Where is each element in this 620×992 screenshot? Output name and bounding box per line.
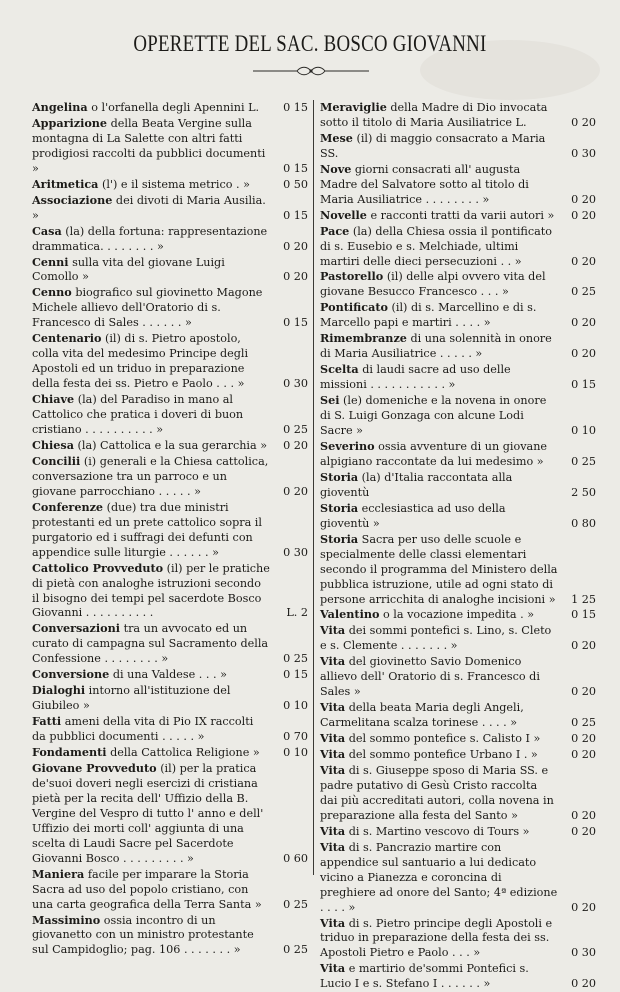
entry-price: 0 20 <box>283 484 308 498</box>
entry-price: 0 20 <box>571 900 596 914</box>
catalogue-entry <box>32 224 308 255</box>
entry-price: 0 15 <box>283 208 308 222</box>
entry-title: Cattolico Provveduto <box>32 560 164 575</box>
catalogue-entry <box>320 763 596 824</box>
entry-title: Storia <box>320 500 359 515</box>
catalogue-entry <box>32 454 308 500</box>
entry-price: 0 20 <box>571 977 596 991</box>
catalogue-entry <box>32 621 308 667</box>
entry-title: Angelina <box>32 100 88 114</box>
entry-description: (le) domeniche e la novena in onore di S. Luigi Gonzaga con alcune Lodi Sacre » <box>320 394 547 438</box>
entry-price: 0 20 <box>283 270 308 284</box>
catalogue-entry <box>32 561 308 622</box>
ornament-divider-icon <box>253 64 369 78</box>
column-divider <box>313 100 314 875</box>
entry-title: Valentino <box>320 607 380 622</box>
entry-price: 0 10 <box>283 746 308 760</box>
entry-title: Chiesa <box>32 437 74 452</box>
entry-title: Vita <box>320 762 346 777</box>
catalogue-entry <box>320 362 596 393</box>
catalogue-entry <box>320 961 596 992</box>
entry-title: Vita <box>320 700 346 715</box>
entry-description: (la) della fortuna: rappresentazione drammatica. . . . . . . . » <box>32 224 268 253</box>
entry-title: Meraviglie <box>320 100 387 114</box>
catalogue-entry <box>32 683 308 714</box>
right-column <box>320 100 596 992</box>
entry-price: 0 20 <box>571 748 596 762</box>
entry-title: Vita <box>320 731 346 746</box>
entry-price: 0 25 <box>283 652 308 666</box>
entry-price: 0 15 <box>283 668 308 682</box>
entry-description: (la) del Paradiso in mano al Cattolico che pratica i doveri di buon cristiano . . . . . . . . . . » <box>32 393 244 437</box>
catalogue-entry <box>320 747 596 763</box>
entry-title: Pace <box>320 223 350 238</box>
entry-description: (l') e il sistema metrico . » <box>98 177 250 191</box>
page-title: OPERETTE DEL SAC. BOSCO GIOVANNI <box>133 31 487 56</box>
entry-price: 0 20 <box>571 639 596 653</box>
entry-description: ameni della vita di Pio IX raccolti da pubblici documenti . . . . . » <box>32 715 254 744</box>
entry-price: 0 70 <box>283 730 308 744</box>
catalogue-entry <box>32 177 308 193</box>
entry-price: 0 20 <box>571 192 596 206</box>
catalogue-entry <box>320 623 596 654</box>
entry-title: Vita <box>320 961 346 976</box>
entry-description: (il) per la pratica de'suoi doveri negli esercizi di cristiana pietà per la recita dell' Uffizio della B. Vergine del Vespro di tutto l' anno e dell' Uffizio dei morti coll' aggiunta di una scelta di Laudi Sacre pel Sacerdote Giovanni Bosco . . . . . . . . . » <box>32 761 264 865</box>
catalogue-entry <box>320 100 596 131</box>
entry-description: di s. Pancrazio martire con appendice sul santuario a lui dedicato vicino a Pianezza e coroncina di preghiere ad onore del Santo; 4ª edizione . . . . » <box>320 840 558 914</box>
entry-price: L. 2 <box>286 606 308 620</box>
catalogue-entry <box>320 224 596 270</box>
entry-title: Vita <box>320 839 346 854</box>
entry-price: 0 20 <box>571 115 596 129</box>
entry-title: Rimembranze <box>320 331 407 346</box>
catalogue-entry <box>320 532 596 608</box>
catalogue-entry <box>320 501 596 532</box>
catalogue-entry <box>32 500 308 561</box>
entry-price: 0 10 <box>571 424 596 438</box>
entry-title: Vita <box>320 623 346 638</box>
entry-description: (la) della Chiesa ossia il pontificato di s. Eusebio e s. Melchiade, ultimi martiri delle dieci persecuzioni . . » <box>320 224 553 268</box>
entry-price: 0 30 <box>283 545 308 559</box>
entry-price: 0 20 <box>571 824 596 838</box>
entry-description: giorni consacrati all' augusta Madre del Salvatore sotto al titolo di Maria Ausiliatrice . . . . . . . . » <box>320 162 529 206</box>
entry-title: Pastorello <box>320 269 384 284</box>
entry-price: 0 25 <box>571 716 596 730</box>
catalogue-entry <box>32 714 308 745</box>
entry-price: 0 60 <box>283 851 308 865</box>
entry-price: 0 15 <box>571 378 596 392</box>
entry-description: della Cattolica Religione » <box>106 746 260 760</box>
entry-description: e martirio de'sommi Pontefici s. Lucio I e s. Stefano I . . . . . . » <box>320 962 529 991</box>
entry-price: 0 20 <box>571 347 596 361</box>
entry-price: 0 80 <box>571 516 596 530</box>
entry-description: del sommo pontefice s. Calisto I » <box>345 732 541 746</box>
entry-title: Conferenze <box>32 499 104 514</box>
entry-price: 0 15 <box>283 161 308 175</box>
entry-title: Fatti <box>32 714 62 729</box>
catalogue-entry <box>32 392 308 438</box>
catalogue-entry <box>32 667 308 683</box>
entry-description: o la vocazione impedita . » <box>379 608 535 622</box>
entry-price: 0 30 <box>571 946 596 960</box>
entry-title: Maniera <box>32 866 85 881</box>
entry-price: 0 15 <box>283 101 308 114</box>
entry-price: 0 25 <box>283 943 308 957</box>
catalogue-entry <box>320 731 596 747</box>
entry-description: (la) Cattolica e la sua gerarchia » <box>73 438 268 452</box>
entry-description: (il) delle alpi ovvero vita del giovane Besucco Francesco . . . » <box>320 270 546 299</box>
entry-description: della beata Maria degli Angeli, Carmelitana scalza torinese . . . . » <box>320 701 524 730</box>
entry-title: Conversazioni <box>32 621 121 636</box>
entry-description: tra un avvocato ed un curato di campagna sul Sacramento della Confessione . . . . . . . . » <box>32 622 269 666</box>
catalogue-entry <box>32 913 308 959</box>
entry-description: o l'orfanella degli Apennini L. <box>87 101 260 114</box>
entry-title: Apparizione <box>32 115 108 130</box>
entry-description: ossia avventure di un giovane alpigiano raccontate da lui medesimo » <box>320 439 548 468</box>
catalogue-entry <box>32 255 308 286</box>
entry-price: 0 20 <box>571 316 596 330</box>
entry-price: 0 20 <box>283 239 308 253</box>
entry-title: Giovane Provveduto <box>32 760 157 775</box>
entry-price: 2 50 <box>571 485 596 499</box>
catalogue-entry <box>320 700 596 731</box>
entry-title: Vita <box>320 915 346 930</box>
entry-description: di s. Giuseppe sposo di Maria SS. e padre putativo di Gesù Cristo raccolta dai più accreditati autori, colla novena in preparazione alla festa del Santo » <box>320 763 554 822</box>
entry-description: della Beata Vergine sulla montagna di La Salette con altri fatti prodigiosi raccolti da pubblici documenti » <box>32 116 266 175</box>
entry-description: di una solennità in onore di Maria Ausiliatrice . . . . . » <box>320 332 552 361</box>
catalogue-entry <box>320 162 596 208</box>
entry-title: Aritmetica <box>32 176 99 191</box>
entry-price: 0 50 <box>283 177 308 191</box>
catalogue-entry <box>320 331 596 362</box>
catalogue-entry <box>320 470 596 501</box>
entry-title: Chiave <box>32 392 75 407</box>
left-column <box>32 100 308 958</box>
entry-title: Storia <box>320 531 359 546</box>
catalogue-entry <box>320 393 596 439</box>
entry-title: Mese <box>320 130 353 145</box>
entry-description: del sommo pontefice Urbano I . » <box>345 748 538 762</box>
entry-title: Massimino <box>32 912 101 927</box>
catalogue-entry <box>320 607 596 623</box>
entry-title: Vita <box>320 654 346 669</box>
entry-description: biografico sul giovinetto Magone Michele allievo dell'Oratorio di s. Francesco di Sales . . . . . . » <box>32 286 263 330</box>
catalogue-entry <box>32 116 308 177</box>
catalogue-entry <box>320 824 596 840</box>
catalogue-entry <box>32 867 308 913</box>
entry-price: 0 25 <box>283 897 308 911</box>
entry-description: (la) d'Italia raccontata alla gioventù <box>320 470 513 499</box>
entry-title: Fondamenti <box>32 745 107 760</box>
entry-title: Nove <box>320 161 352 176</box>
entry-description: (il) di maggio consacrato a Maria SS. <box>320 131 546 160</box>
entry-title: Sei <box>320 393 340 408</box>
entry-title: Novelle <box>320 207 367 222</box>
catalogue-entry <box>32 745 308 761</box>
entry-title: Cenni <box>32 254 69 269</box>
catalogue-entry <box>320 840 596 916</box>
entry-price: 0 15 <box>283 316 308 330</box>
entry-description: Sacra per uso delle scuole e specialmente delle classi elementari secondo il programma del Ministero della pubblica istruzione, utile ad ogni stato di persone arricchita di analoghe incisioni » <box>320 532 558 606</box>
entry-title: Storia <box>320 469 359 484</box>
entry-price: 0 25 <box>571 285 596 299</box>
catalogue-entry <box>320 439 596 470</box>
entry-title: Vita <box>320 823 346 838</box>
entry-description: ossia incontro di un giovanetto con un ministro protestante sul Campidoglio; pag. 106 . . . . . . . » <box>32 913 254 957</box>
entry-price: 0 10 <box>283 699 308 713</box>
entry-title: Cenno <box>32 285 72 300</box>
entry-price: 0 20 <box>571 254 596 268</box>
entry-description: di s. Pietro principe degli Apostoli e triduo in preparazione della festa dei ss. Apostoli Pietro e Paolo . . . » <box>320 916 553 960</box>
catalogue-entry <box>32 331 308 392</box>
entry-description: di s. Martino vescovo di Tours » <box>345 824 530 838</box>
entry-description: facile per imparare la Storia Sacra ad uso del popolo cristiano, con una carta geografica della Terra Santa » <box>32 867 262 911</box>
catalogue-entry <box>32 761 308 867</box>
entry-description: (il) per le pratiche di pietà con analoghe istruzioni secondo il bisogno dei tempi pel sacerdote Bosco Giovanni . . . . . . . . . . <box>32 561 270 620</box>
catalogue-entry <box>32 193 308 224</box>
entry-price: 0 25 <box>571 454 596 468</box>
entry-description: di una Valdese . . . » <box>109 668 227 682</box>
entry-title: Associazione <box>32 192 113 207</box>
entry-price: 0 30 <box>283 377 308 391</box>
entry-title: Dialoghi <box>32 683 86 698</box>
entry-price: 0 20 <box>571 208 596 222</box>
catalogue-entry <box>320 916 596 962</box>
entry-title: Vita <box>320 747 346 762</box>
catalogue-entry <box>32 285 308 331</box>
entry-description: della Madre di Dio invocata sotto il titolo di Maria Ausiliatrice L. <box>320 101 548 129</box>
catalogue-entry <box>320 269 596 300</box>
catalogue-entry <box>32 100 308 116</box>
entry-description: sulla vita del giovane Luigi Comollo » <box>32 255 225 284</box>
entry-title: Casa <box>32 223 62 238</box>
entry-description: dei divoti di Maria Ausilia. » <box>32 193 266 222</box>
entry-description: del giovinetto Savio Domenico allievo dell' Oratorio di s. Francesco di Sales » <box>320 655 540 699</box>
entry-price: 0 30 <box>571 146 596 160</box>
entry-price: 0 25 <box>283 423 308 437</box>
entry-price: 0 20 <box>571 685 596 699</box>
entry-description: intorno all'istituzione del Giubileo » <box>32 684 231 713</box>
entry-description: (due) tra due ministri protestanti ed un prete cattolico sopra il purgatorio ed i suffragi dei defunti con appendice sulle liturgie . . . . . . » <box>32 500 262 559</box>
catalogue-entry <box>320 131 596 162</box>
entry-title: Conversione <box>32 667 110 682</box>
entry-title: Pontificato <box>320 300 388 315</box>
entry-price: 0 20 <box>283 438 308 452</box>
entry-price: 0 20 <box>571 808 596 822</box>
entry-description: (i) generali e la Chiesa cattolica, conversazione tra un parroco e un giovane parrocchiano . . . . . » <box>32 454 269 498</box>
entry-description: (il) di s. Marcellino e di s. Marcello papi e martiri . . . . » <box>320 301 537 330</box>
entry-title: Concilii <box>32 453 81 468</box>
entry-title: Scelta <box>320 362 359 377</box>
entry-description: di laudi sacre ad uso delle missioni . . . . . . . . . . . » <box>320 363 511 392</box>
entry-price: 0 15 <box>571 608 596 622</box>
entry-description: (il) di s. Pietro apostolo, colla vita del medesimo Principe degli Apostoli ed un triduo in preparazione della festa dei ss. Pietro e Paolo . . . » <box>32 332 249 391</box>
entry-description: ecclesiastica ad uso della gioventù » <box>320 501 506 530</box>
catalogue-entry <box>320 300 596 331</box>
entry-title: Centenario <box>32 331 102 346</box>
catalogue-entry <box>320 654 596 700</box>
catalogue-entry <box>320 208 596 224</box>
entry-description: e racconti tratti da varii autori » <box>366 208 555 222</box>
entry-title: Severino <box>320 438 375 453</box>
entry-price: 0 20 <box>571 732 596 746</box>
entry-price: 1 25 <box>571 592 596 606</box>
entry-description: dei sommi pontefici s. Lino, s. Cleto e s. Clemente . . . . . . . » <box>320 624 552 653</box>
catalogue-entry <box>32 438 308 454</box>
